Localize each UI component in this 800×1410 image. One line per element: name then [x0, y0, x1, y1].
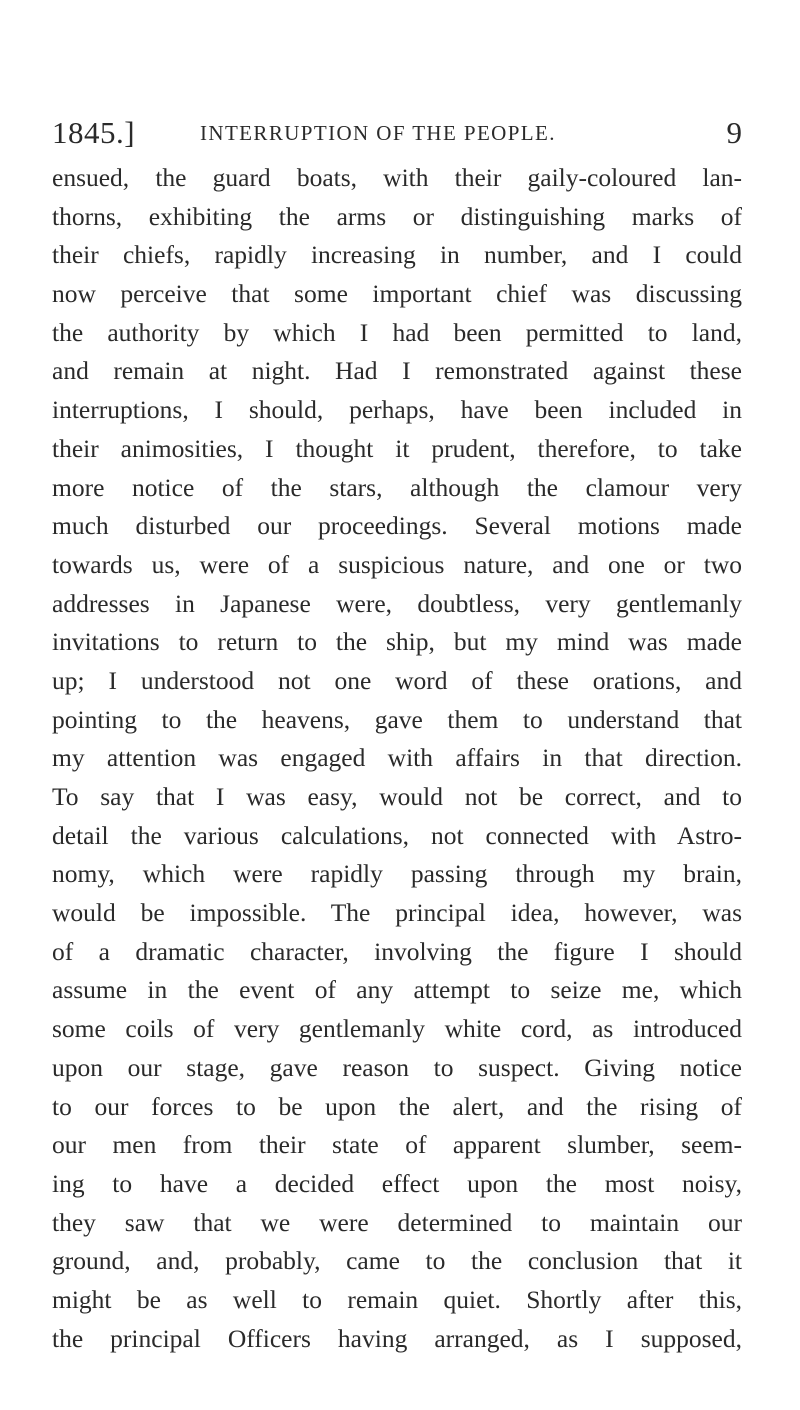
page-number: 9: [726, 115, 742, 150]
text-line: up; I understood not one word of these orations, and: [52, 665, 742, 695]
text-line: they saw that we were determined to maintain our: [52, 1207, 742, 1237]
text-line: assume in the event of any attempt to seize me, which: [52, 975, 742, 1005]
text-line: interruptions, I should, perhaps, have been included in: [52, 395, 742, 425]
text-line: ing to have a decided effect upon the most noisy,: [52, 1168, 742, 1198]
text-line: invitations to return to the ship, but my mind was made: [52, 627, 742, 657]
text-line: pointing to the heavens, gave them to understand that: [52, 704, 742, 734]
text-line: their chiefs, rapidly increasing in number, and I could: [52, 240, 742, 270]
running-head-title: INTERRUPTION OF THE PEOPLE.: [200, 121, 556, 145]
text-line: to our forces to be upon the alert, and the rising of: [52, 1091, 742, 1121]
text-line: might be as well to remain quiet. Shortly after this,: [52, 1284, 742, 1314]
text-line: their animosities, I thought it prudent, therefore, to take: [52, 433, 742, 463]
text-line: towards us, were of a suspicious nature, and one or two: [52, 549, 742, 579]
body-text: [52, 159, 742, 1358]
text-line: much disturbed our proceedings. Several motions made: [52, 511, 742, 541]
text-line: To say that I was easy, would not be correct, and to: [52, 782, 742, 811]
text-line: now perceive that some important chief was discussing: [52, 279, 742, 309]
text-line: addresses in Japanese were, doubtless, very gentlemanly: [52, 588, 742, 618]
text-line: ground, and, probably, came to the conclusion that it: [52, 1246, 742, 1276]
text-line: the authority by which I had been permitted to land,: [52, 317, 742, 347]
text-line: detail the various calculations, not connected with Astro-: [52, 820, 742, 850]
text-line: would be impossible. The principal idea, however, was: [52, 898, 742, 928]
text-line: of a dramatic character, involving the figure I should: [52, 936, 742, 966]
text-line: thorns, exhibiting the arms or distinguishing marks of: [52, 201, 742, 231]
text-line: the principal Officers having arranged, as I supposed,: [52, 1323, 742, 1353]
text-line: my attention was engaged with affairs in that direction.: [52, 743, 742, 773]
text-line: some coils of very gentlemanly white cord, as introduced: [52, 1014, 742, 1044]
text-line: nomy, which were rapidly passing through my brain,: [52, 859, 742, 889]
text-line: upon our stage, gave reason to suspect. Giving notice: [52, 1052, 742, 1082]
text-line: ensued, the guard boats, with their gaily-coloured lan-: [52, 163, 742, 192]
text-line: our men from their state of apparent slumber, seem-: [52, 1130, 742, 1160]
running-head-year: 1845.]: [52, 115, 136, 150]
running-head: [52, 111, 742, 155]
text-line: more notice of the stars, although the clamour very: [52, 472, 742, 502]
text-line: and remain at night. Had I remonstrated against these: [52, 356, 742, 386]
